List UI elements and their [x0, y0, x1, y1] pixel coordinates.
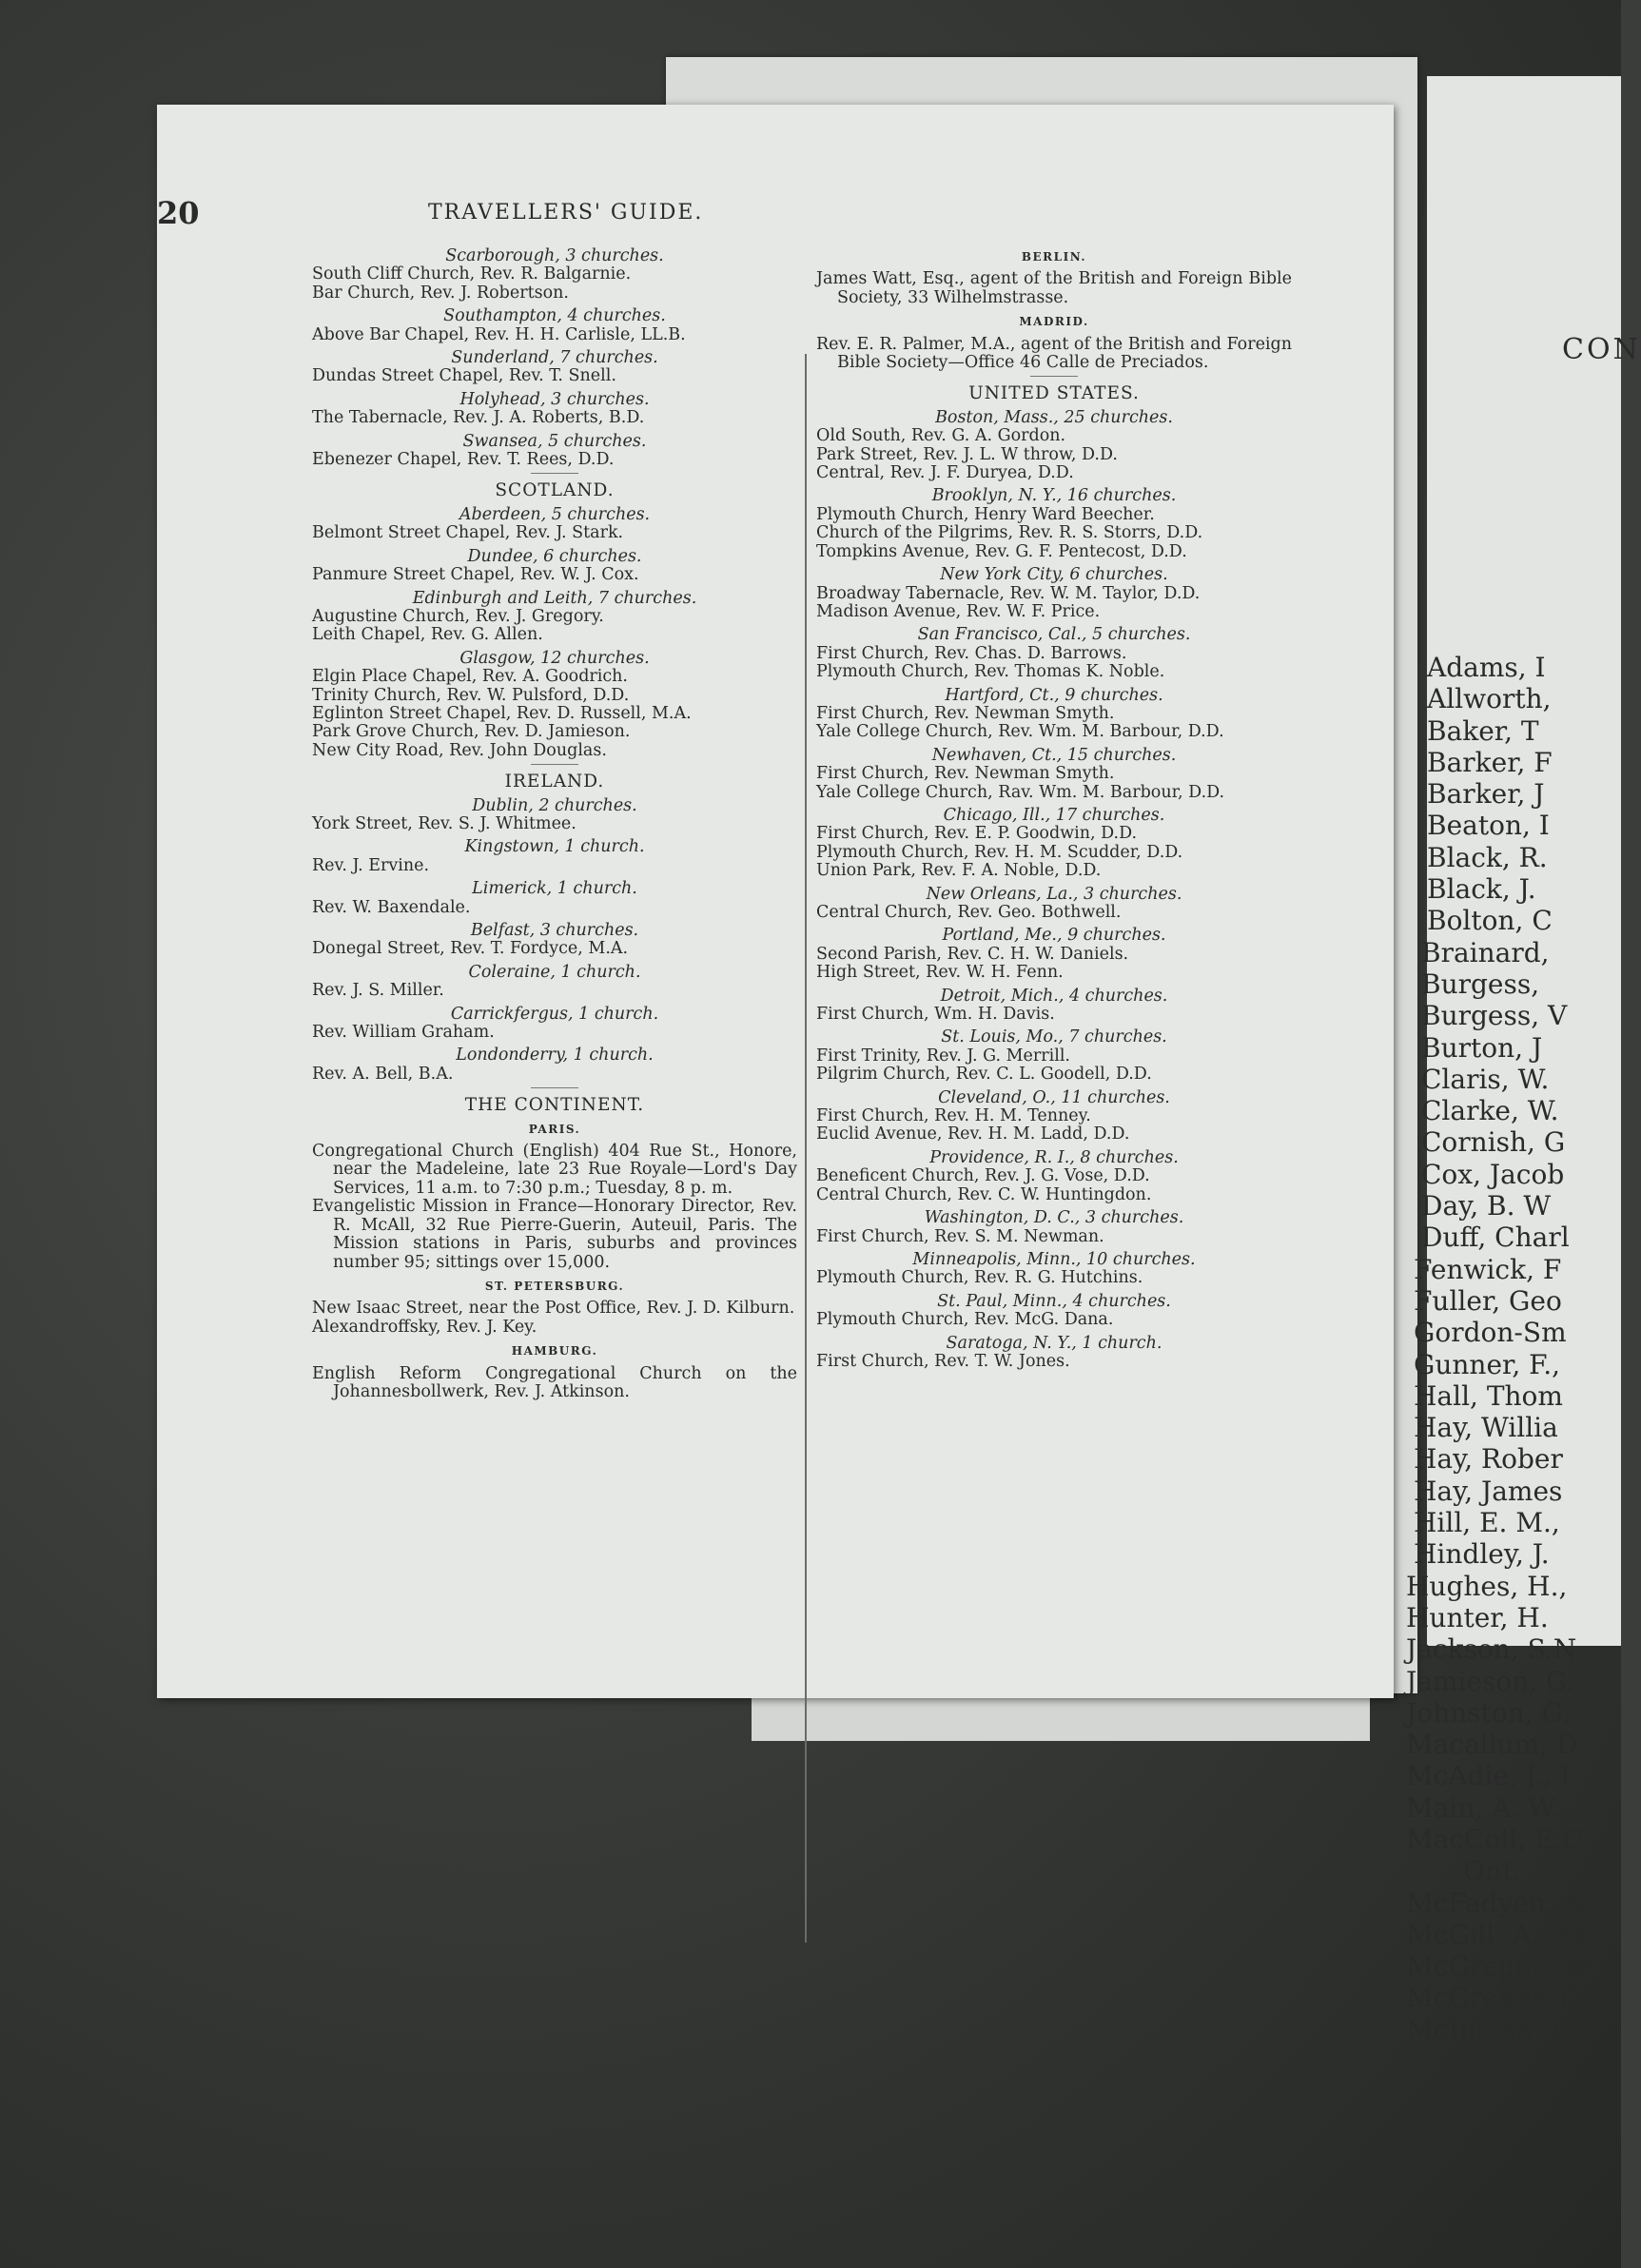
church-entry: Donegal Street, Rev. T. Fordyce, M.A. — [312, 939, 629, 959]
section-heading: UNITED STATES. — [968, 383, 1140, 404]
church-entry: Leith Chapel, Rev. G. Allen. — [312, 625, 543, 645]
name-entry: Ont. — [1463, 1855, 1522, 1887]
name-entry: Hill, E. M., — [1414, 1507, 1560, 1539]
church-entry: First Church, Wm. H. Davis. — [816, 1005, 1055, 1025]
church-entry: Belmont Street Chapel, Rev. J. Stark. — [312, 523, 624, 543]
church-entry: Central, Rev. J. F. Duryea, D.D. — [816, 463, 1074, 483]
city-heading: Newhaven, Ct., 15 churches. — [931, 745, 1177, 765]
name-entry: Jackson, S.N — [1406, 1633, 1577, 1666]
name-entry: Hay, Willia — [1414, 1412, 1558, 1444]
name-entry: Hay, Rober — [1414, 1443, 1563, 1476]
church-entry: Rev. William Graham. — [312, 1023, 495, 1043]
church-entry: Above Bar Chapel, Rev. H. H. Carlisle, LL.B. — [312, 324, 686, 344]
church-entry: New Isaac Street, near the Post Office, Rev. J. D. Kilburn. — [312, 1299, 795, 1319]
city-heading: Londonderry, 1 church. — [456, 1046, 654, 1066]
name-entry: Cox, Jacob — [1421, 1158, 1565, 1190]
church-entry: High Street, Rev. W. H. Fenn. — [816, 963, 1064, 983]
city-caps-heading: ST. PETERSBURG. — [484, 1279, 625, 1293]
name-entry: Duff, Charl — [1421, 1222, 1570, 1254]
church-entry: Plymouth Church, Rev. Thomas K. Noble. — [816, 662, 1165, 682]
church-entry: South Cliff Church, Rev. R. Balgarnie. — [312, 264, 632, 284]
city-heading: Aberdeen, 5 churches. — [459, 504, 651, 524]
city-heading: Brooklyn, N. Y., 16 churches. — [931, 486, 1177, 506]
church-entry: Panmure Street Chapel, Rev. W. J. Cox. — [312, 565, 639, 585]
city-heading: Belfast, 3 churches. — [470, 921, 639, 940]
city-caps-heading: BERLIN. — [1021, 250, 1087, 264]
city-heading: Washington, D. C., 3 churches. — [924, 1208, 1184, 1228]
right-page-title: CON — [1562, 333, 1641, 366]
church-entry: Tompkins Avenue, Rev. G. F. Pentecost, D.D. — [816, 541, 1187, 561]
church-entry: Plymouth Church, Henry Ward Beecher. — [816, 504, 1155, 524]
church-entry: Ebenezer Chapel, Rev. T. Rees, D.D. — [312, 450, 615, 470]
church-entry: First Church, Rev. Newman Smyth. — [816, 703, 1115, 723]
church-entry: James Watt, Esq., agent of the British and Foreign Bible Society, 33 Wilhelmstrasse. — [816, 269, 1292, 307]
city-heading: St. Louis, Mo., 7 churches. — [941, 1027, 1167, 1047]
name-entry: Fenwick, F — [1414, 1253, 1562, 1285]
city-heading: Coleraine, 1 church. — [468, 962, 641, 982]
church-entry: Elgin Place Chapel, Rev. A. Goodrich. — [312, 667, 628, 687]
city-heading: Dundee, 6 churches. — [467, 546, 642, 566]
city-heading: Swansea, 5 churches. — [462, 431, 647, 451]
church-entry: Central Church, Rev. Geo. Bothwell. — [816, 903, 1122, 922]
section-rule — [531, 764, 578, 765]
right-column — [816, 243, 1292, 1371]
church-entry: York Street, Rev. S. J. Whitmee. — [312, 813, 576, 833]
church-entry: Pilgrim Church, Rev. C. L. Goodell, D.D. — [816, 1065, 1152, 1085]
section-rule — [531, 473, 578, 474]
name-entry: Black, J. — [1427, 873, 1536, 906]
city-heading: Detroit, Mich., 4 churches. — [940, 986, 1168, 1006]
name-entry: Adams, I — [1427, 652, 1546, 683]
name-entry: McGill, A., M. — [1406, 1918, 1592, 1950]
name-entry: Clarke, W. — [1421, 1095, 1559, 1127]
name-entry: Gordon-Sm — [1414, 1317, 1567, 1349]
name-entry: Johnston, G. — [1406, 1696, 1571, 1729]
church-entry: Yale College Church, Rev. Wm. M. Barbour, D.D. — [816, 722, 1224, 742]
name-entry: Day, B. W — [1421, 1190, 1552, 1222]
church-entry: First Church, Rev. Newman Smyth. — [816, 764, 1115, 784]
name-entry: Hughes, H., — [1406, 1570, 1568, 1602]
name-entry: McGregor, Du — [1406, 1982, 1597, 2014]
column-divider — [805, 354, 807, 1943]
city-heading: Hartford, Ct., 9 churches. — [945, 685, 1163, 705]
name-entry: Brainard, — [1421, 936, 1550, 968]
section-heading: IRELAND. — [504, 772, 605, 792]
church-entry: Rev. J. S. Miller. — [312, 981, 444, 1001]
section-heading: THE CONTINENT. — [464, 1095, 645, 1116]
name-entry: McAdie, J., I — [1406, 1760, 1571, 1792]
church-entry: Congregational Church (English) 404 Rue St., Honore, near the Madeleine, late 23 Rue Royale—Lord's Day Services, 11 a.m. to 7:30 p.m.; Tuesday, 8 p. m. — [312, 1142, 797, 1198]
name-entry: McIntosh, Wi — [1406, 2013, 1586, 2045]
name-entry: Barker, J — [1427, 778, 1545, 811]
church-entry: First Trinity, Rev. J. G. Merrill. — [816, 1046, 1070, 1066]
running-title: TRAVELLERS' GUIDE. — [428, 201, 704, 225]
city-heading: New York City, 6 churches. — [940, 565, 1168, 585]
name-entry: Hay, James — [1414, 1475, 1563, 1507]
city-heading: Dublin, 2 churches. — [472, 795, 637, 815]
church-entry: First Church, Rev. E. P. Goodwin, D.D. — [816, 824, 1138, 844]
name-entry: Hindley, J. — [1414, 1538, 1550, 1571]
city-heading: Boston, Mass., 25 churches. — [935, 407, 1173, 427]
city-heading: Sunderland, 7 churches. — [451, 348, 658, 368]
section-heading: SCOTLAND. — [495, 480, 615, 501]
city-heading: Edinburgh and Leith, 7 churches. — [412, 588, 697, 608]
church-entry: Rev. A. Bell, B.A. — [312, 1064, 454, 1084]
church-entry: Alexandroffsky, Rev. J. Key. — [312, 1317, 537, 1337]
name-entry: Macallum, D — [1406, 1729, 1578, 1761]
city-heading: St. Paul, Minn., 4 churches. — [937, 1291, 1171, 1311]
name-entry: Hall, Thom — [1414, 1379, 1563, 1412]
name-entry: Burgess, V — [1421, 1000, 1568, 1032]
city-heading: Glasgow, 12 churches. — [459, 648, 650, 668]
name-entry: Fuller, Geo — [1414, 1284, 1562, 1317]
name-entry: Claris, W. — [1421, 1063, 1550, 1095]
church-entry: Madison Avenue, Rev. W. F. Price. — [816, 601, 1101, 621]
church-entry: Central Church, Rev. C. W. Huntingdon. — [816, 1184, 1152, 1204]
city-heading: Southampton, 4 churches. — [443, 306, 666, 326]
church-entry: Dundas Street Chapel, Rev. T. Snell. — [312, 366, 616, 386]
city-heading: Cleveland, O., 11 churches. — [938, 1087, 1170, 1107]
church-entry: Bar Church, Rev. J. Robertson. — [312, 283, 569, 303]
city-heading: Providence, R. I., 8 churches. — [929, 1147, 1179, 1167]
name-entry: Barker, F — [1427, 746, 1553, 778]
church-entry: Rev. E. R. Palmer, M.A., agent of the British and Foreign Bible Society—Office 46 Calle de Preciados. — [816, 334, 1292, 373]
church-entry: First Church, Rev. S. M. Newman. — [816, 1226, 1104, 1246]
right-page-name-list — [1406, 652, 1597, 2045]
city-caps-heading: HAMBURG. — [511, 1344, 598, 1359]
church-entry: Evangelistic Mission in France—Honorary Director, Rev. R. McAll, 32 Rue Pierre-Guerin, Auteuil, Paris. The Mission stations in Paris, suburbs and provinces number 95; sittings over 15,000. — [312, 1197, 797, 1272]
church-entry: Old South, Rev. G. A. Gordon. — [816, 426, 1066, 446]
name-entry: McFadyen, A — [1406, 1887, 1582, 1919]
city-heading: Chicago, Ill., 17 churches. — [943, 805, 1165, 825]
city-heading: San Francisco, Cal., 5 churches. — [917, 625, 1191, 645]
church-entry: Second Parish, Rev. C. H. W. Daniels. — [816, 944, 1129, 964]
church-entry: Plymouth Church, Rev. McG. Dana. — [816, 1310, 1114, 1330]
city-heading: Scarborough, 3 churches. — [445, 246, 664, 265]
name-entry: Bolton, C — [1427, 905, 1553, 937]
name-entry: Gunner, F., — [1414, 1348, 1561, 1380]
name-entry: Black, R. — [1427, 841, 1548, 873]
name-entry: Allworth, — [1427, 683, 1552, 715]
church-entry: Church of the Pilgrims, Rev. R. S. Storrs, D.D. — [816, 523, 1203, 543]
name-entry: Hunter, H. — [1406, 1601, 1549, 1633]
church-entry: The Tabernacle, Rev. J. A. Roberts, B.D. — [312, 408, 645, 428]
page-number: 20 — [157, 195, 200, 231]
city-heading: Kingstown, 1 church. — [464, 837, 645, 857]
church-entry: Beneficent Church, Rev. J. G. Vose, D.D. — [816, 1166, 1150, 1186]
city-heading: Saratoga, N. Y., 1 church. — [946, 1333, 1162, 1353]
city-heading: Minneapolis, Minn., 10 churches. — [912, 1249, 1196, 1269]
name-entry: McGregor, Ar — [1406, 1950, 1591, 1983]
city-heading: Holyhead, 3 churches. — [459, 389, 650, 409]
city-caps-heading: MADRID. — [1019, 315, 1089, 329]
church-entry: English Reform Congregational Church on the Johannesbollwerk, Rev. J. Atkinson. — [312, 1363, 797, 1401]
name-entry: Cornish, G — [1421, 1126, 1566, 1159]
church-entry: Broadway Tabernacle, Rev. W. M. Taylor, D.D. — [816, 583, 1201, 603]
section-rule — [1030, 376, 1078, 377]
name-entry: Burton, J — [1421, 1031, 1543, 1064]
name-entry: Burgess, — [1421, 968, 1540, 1000]
section-rule — [531, 1087, 578, 1088]
church-entry: First Church, Rev. Chas. D. Barrows. — [816, 643, 1127, 663]
name-entry: MacColl, E.C — [1406, 1823, 1583, 1855]
name-entry: Baker, T — [1427, 714, 1539, 747]
church-entry: Plymouth Church, Rev. R. G. Hutchins. — [816, 1268, 1143, 1288]
city-caps-heading: PARIS. — [528, 1122, 581, 1136]
church-entry: Augustine Church, Rev. J. Gregory. — [312, 606, 604, 626]
name-entry: Main, A. W., — [1406, 1791, 1568, 1824]
church-entry: Plymouth Church, Rev. H. M. Scudder, D.D. — [816, 842, 1183, 862]
church-entry: Euclid Avenue, Rev. H. M. Ladd, D.D. — [816, 1124, 1130, 1144]
church-entry: Trinity Church, Rev. W. Pulsford, D.D. — [312, 685, 630, 705]
name-entry: Beaton, I — [1427, 810, 1550, 842]
city-heading: Limerick, 1 church. — [472, 879, 637, 899]
church-entry: Eglinton Street Chapel, Rev. D. Russell, M.A. — [312, 703, 692, 723]
church-entry: New City Road, Rev. John Douglas. — [312, 740, 607, 760]
city-heading: Portland, Me., 9 churches. — [942, 926, 1166, 946]
church-entry: Rev. J. Ervine. — [312, 855, 430, 875]
church-entry: Union Park, Rev. F. A. Noble, D.D. — [816, 861, 1102, 881]
left-column — [312, 243, 797, 1401]
page-header — [157, 195, 956, 233]
church-entry: Rev. W. Baxendale. — [312, 897, 471, 917]
church-entry: First Church, Rev. T. W. Jones. — [816, 1351, 1070, 1371]
church-entry: Yale College Church, Rav. Wm. M. Barbour, D.D. — [816, 782, 1225, 802]
church-entry: Park Grove Church, Rev. D. Jamieson. — [312, 722, 631, 742]
right-page — [1406, 76, 1641, 2045]
name-entry: Jamieson, G. — [1406, 1665, 1575, 1697]
city-heading: Carrickfergus, 1 church. — [450, 1004, 659, 1024]
church-entry: Park Street, Rev. J. L. W throw, D.D. — [816, 444, 1118, 464]
city-heading: New Orleans, La., 3 churches. — [926, 884, 1182, 904]
church-entry: First Church, Rev. H. M. Tenney. — [816, 1106, 1091, 1126]
